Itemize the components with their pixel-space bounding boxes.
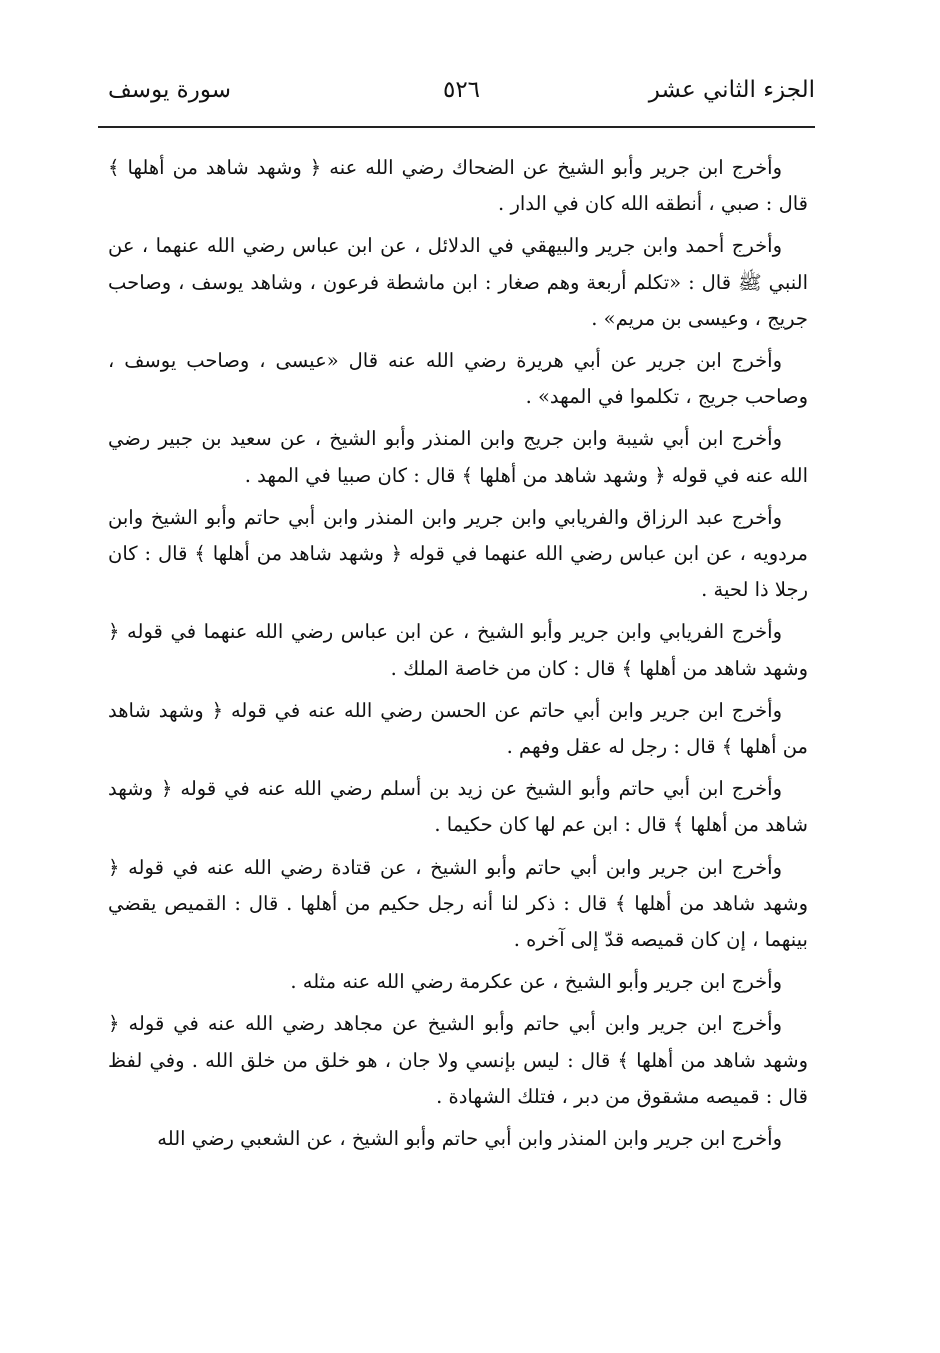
paragraph-5: وأخرج عبد الرزاق والفريابي وابن جرير وابن المنذر وابن أبي حاتم وأبو الشيخ وابن مردويه ، عن ابن عباس رضي الله عنهما في قوله ﴿ وشهد شاهد من أهلها ﴾ قال : كان رجلا ذا لحية . xyxy=(108,505,808,602)
paragraph-7: وأخرج ابن جرير وابن أبي حاتم عن الحسن رضي الله عنه في قوله ﴿ وشهد شاهد من أهلها ﴾ قال : رجل له عقل وفهم . xyxy=(108,698,808,759)
paragraph-2: وأخرج أحمد وابن جرير والبيهقي في الدلائل ، عن ابن عباس رضي الله عنهما ، عن النبي ﷺ قال : «تكلم أربعة وهم صغار : ابن ماشطة فرعون ، وشاهد يوسف ، وصاحب جريج ، وعيسى بن مريم» . xyxy=(108,234,808,330)
paragraph-11: وأخرج ابن جرير وابن أبي حاتم وأبو الشيخ عن مجاهد رضي الله عنه في قوله ﴿ وشهد شاهد من أهلها ﴾ قال : ليس بإنسي ولا جان ، هو خلق من خلق الله . وفي لفظ قال : قميصه مشقوق من دبر ، فتلك الشهادة . xyxy=(108,1012,808,1108)
header-divider xyxy=(98,126,815,128)
page-number: ٥٢٦ xyxy=(442,77,481,103)
paragraph-8: وأخرج ابن أبي حاتم وأبو الشيخ عن زيد بن أسلم رضي الله عنه في قوله ﴿ وشهد شاهد من أهلها ﴾ قال : ابن عم لها كان حكيما . xyxy=(108,777,808,837)
paragraph-9: وأخرج ابن جرير وابن أبي حاتم وأبو الشيخ ، عن قتادة رضي الله عنه في قوله ﴿ وشهد شاهد من أهلها ﴾ قال : ذكر لنا أنه رجل حكيم من أهلها . قال : القميص يقضي بينهما ، إن كان قميصه قدّ إلى آخره . xyxy=(108,855,808,952)
paragraph-3: وأخرج ابن جرير عن أبي هريرة رضي الله عنه قال «عيسى ، وصاحب يوسف ، وصاحب جريج ، تكلموا في المهد» . xyxy=(108,349,808,409)
paragraph-10: وأخرج ابن جرير وأبو الشيخ ، عن عكرمة رضي الله عنه مثله . xyxy=(290,970,782,994)
page-header xyxy=(108,74,815,114)
paragraph-1: وأخرج ابن جرير وأبو الشيخ عن الضحاك رضي الله عنه ﴿ وشهد شاهد من أهلها ﴾ قال : صبي ، أنطقه الله كان في الدار . xyxy=(108,156,808,216)
paragraph-6: وأخرج الفريابي وابن جرير وأبو الشيخ ، عن ابن عباس رضي الله عنهما في قوله ﴿ وشهد شاهد من أهلها ﴾ قال : كان من خاصة الملك . xyxy=(108,620,808,680)
paragraph-12: وأخرج ابن جرير وابن المنذر وابن أبي حاتم وأبو الشيخ ، عن الشعبي رضي الله xyxy=(157,1127,782,1151)
paragraph-4: وأخرج ابن أبي شيبة وابن جريج وابن المنذر وأبو الشيخ ، عن سعيد بن جبير رضي الله عنه في قوله ﴿ وشهد شاهد من أهلها ﴾ قال : كان صبيا في المهد . xyxy=(108,427,808,487)
surah-title: سورة يوسف xyxy=(108,77,231,103)
page-body xyxy=(108,150,808,1163)
part-title: الجزء الثاني عشر xyxy=(648,77,815,103)
